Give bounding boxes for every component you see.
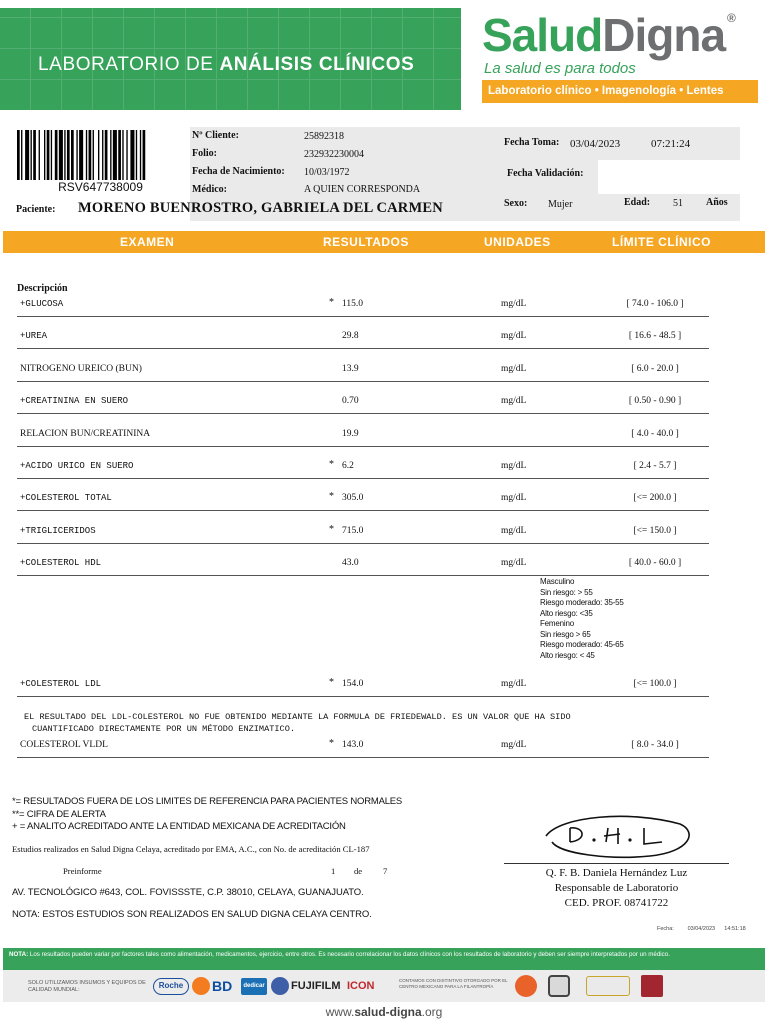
ldl-method-note [24, 711, 571, 735]
folio-value: 232932230004 [304, 149, 364, 160]
disclaimer-text: Los resultados pueden variar por factores tales como alimentación, medicamentos, ejercicio, entre otros. Es necesario correlacionar los datos clínicos con los resultados de laboratorio y deben ser siempre interpretados por un médico. [29, 951, 670, 958]
row-divider [17, 446, 709, 447]
exam-result: 6.2 [342, 461, 354, 471]
exam-name: +CREATININA EN SUERO [20, 396, 129, 406]
patient-name: MORENO BUENROSTRO, GABRIELA DEL CARMEN [78, 200, 443, 216]
table-row [0, 461, 768, 485]
hdl-ref-line: Masculino [540, 577, 575, 586]
exam-limit: [ 0.50 - 0.90 ] [628, 396, 682, 406]
exam-limit: [ 4.0 - 40.0 ] [631, 429, 679, 439]
distintivo-text: CONTAMOS CON DISTINTIVO OTORGADO POR EL CENTRO MEXICANO PARA LA FILANTROPÍA [399, 978, 508, 989]
row-divider [17, 348, 709, 349]
fecha-toma-label: Fecha Toma: [504, 137, 560, 148]
table-row [0, 396, 768, 420]
table-row [0, 558, 768, 582]
cemefi-icon [515, 975, 537, 997]
exam-limit: [ 74.0 - 106.0 ] [626, 299, 684, 309]
ldl-note-line-2: CUANTIFICADO DIRECTAMENTE POR UN MÉTODO ENZIMATICO. [32, 724, 296, 734]
exam-name: RELACION BUN/CREATININA [20, 429, 151, 439]
exam-result: 154.0 [342, 679, 364, 689]
exam-unit: mg/dL [501, 396, 527, 406]
medico-label: Médico: [192, 184, 227, 195]
banner-title-bold: ANÁLISIS CLÍNICOS [219, 54, 415, 75]
roche-logo: Roche [153, 978, 189, 995]
table-row [0, 364, 768, 388]
out-of-range-flag: * [329, 491, 334, 502]
header-unidades: UNIDADES [484, 235, 551, 249]
legend-line: *= RESULTADOS FUERA DE LOS LIMITES DE REFERENCIA PARA PACIENTES NORMALES [12, 796, 403, 807]
exam-limit: [ 16.6 - 48.5 ] [628, 331, 682, 341]
nacimiento-value: 10/03/1972 [304, 167, 350, 178]
header-examen: EXAMEN [120, 235, 175, 249]
exam-name: +COLESTEROL HDL [20, 558, 102, 568]
table-row [0, 429, 768, 453]
exam-result: 115.0 [342, 299, 364, 309]
header-banner [0, 8, 461, 110]
exam-result: 305.0 [342, 493, 364, 503]
hdl-ref-line: Riesgo moderado: 45-65 [540, 640, 624, 649]
partners-strip [3, 970, 765, 1002]
tagline: La salud es para todos [484, 60, 636, 77]
ldl-note-line-1: EL RESULTADO DEL LDL-COLESTEROL NO FUE OBTENIDO MEDIANTE LA FORMULA DE FRIEDEWALD. ES UN VALOR QUE HA SIDO [24, 712, 571, 722]
barcode-text: RSV647738009 [58, 180, 143, 194]
exam-result: 143.0 [342, 740, 364, 750]
exam-limit: [ 6.0 - 20.0 ] [631, 364, 679, 374]
exam-limit: [<= 100.0 ] [633, 679, 677, 689]
exam-unit: mg/dL [501, 493, 527, 503]
exam-name: +GLUCOSA [20, 299, 64, 309]
cliente-label: Nº Cliente: [192, 130, 239, 141]
print-label: Fecha: [657, 926, 674, 932]
exam-name: NITROGENO UREICO (BUN) [20, 364, 142, 374]
logo-registered: ® [727, 11, 735, 25]
medico-value: A QUIEN CORRESPONDA [304, 184, 421, 195]
table-row [0, 493, 768, 517]
exam-unit: mg/dL [501, 299, 527, 309]
row-divider [17, 413, 709, 414]
sexo-label: Sexo: [504, 198, 528, 209]
edad-value: 51 [673, 198, 683, 209]
paciente-label: Paciente: [16, 204, 56, 215]
out-of-range-flag: * [329, 459, 334, 470]
fecha-toma-value: 03/04/2023 [570, 138, 621, 150]
exam-unit: mg/dL [501, 558, 527, 568]
exam-limit: [ 40.0 - 60.0 ] [628, 558, 682, 568]
exam-result: 715.0 [342, 526, 364, 536]
website-suffix: .org [421, 1005, 443, 1019]
exam-unit: mg/dL [501, 526, 527, 536]
row-divider [17, 543, 709, 544]
out-of-range-flag: * [329, 297, 334, 308]
signer-name: Q. F. B. Daniela Hernández Luz [545, 867, 688, 879]
hdl-ref-line: Sin riesgo > 65 [540, 629, 591, 639]
row-divider [17, 757, 709, 758]
edad-label: Edad: [624, 197, 651, 208]
row-divider [17, 510, 709, 511]
barcode-icon [17, 130, 184, 180]
header-limite: LÍMITE CLÍNICO [612, 235, 711, 249]
hora-toma-value: 07:21:24 [651, 138, 691, 150]
salud-digna-logo [482, 9, 735, 61]
exam-limit: [ 2.4 - 5.7 ] [633, 461, 677, 471]
signer-role: Responsable de Laboratorio [554, 882, 679, 894]
table-row [0, 526, 768, 550]
print-date: 03/04/2023 [687, 926, 716, 932]
exam-unit: mg/dL [501, 461, 527, 471]
hdl-ref-line: Riesgo moderado: 35-55 [540, 598, 624, 607]
website-prefix: www. [325, 1005, 355, 1019]
esr-badge-icon [548, 975, 570, 997]
legend-line: **= CIFRA DE ALERTA [12, 808, 106, 820]
logo-digna: Digna [602, 9, 726, 61]
address: AV. TECNOLÓGICO #643, COL. FOVISSSTE, C.P. 38010, CELAYA, GUANAJUATO. [12, 887, 364, 898]
page-total: 7 [383, 866, 388, 876]
table-row [0, 331, 768, 355]
partners-text: SOLO UTILIZAMOS INSUMOS Y EQUIPOS DE CALIDAD MUNDIAL: [28, 980, 146, 993]
row-divider [17, 478, 709, 479]
results-table-header [3, 231, 765, 253]
table-row [0, 299, 768, 323]
banner-title-prefix: LABORATORIO DE [38, 54, 214, 75]
icon-logo: ICON [347, 980, 375, 992]
anos-label: Años [706, 197, 728, 208]
accreditation-text: Estudios realizados en Salud Digna Celaya, acreditado por EMA, A.C., con No. de acreditación CL-187 [12, 844, 370, 854]
hdl-ref-line: Alto riesgo: < 45 [540, 650, 595, 660]
website[interactable] [0, 1005, 768, 1019]
exam-result: 19.9 [342, 429, 359, 439]
exam-result: 43.0 [342, 558, 359, 568]
out-of-range-flag: * [329, 677, 334, 688]
page-of: de [354, 866, 363, 876]
website-domain: salud-digna [354, 1005, 422, 1019]
exam-name: +COLESTEROL TOTAL [20, 493, 112, 503]
exam-result: 0.70 [342, 396, 359, 406]
exam-result: 29.8 [342, 331, 359, 341]
preinforme-label: Preinforme [63, 866, 102, 876]
fecha-validacion-label: Fecha Validación: [507, 168, 584, 179]
exam-name: +ACIDO URICO EN SUERO [20, 461, 134, 471]
banner-title [38, 54, 414, 76]
dedicar-mark-icon [271, 977, 289, 995]
exam-name: COLESTEROL VLDL [20, 740, 108, 750]
exam-unit: mg/dL [501, 740, 527, 750]
out-of-range-flag: * [329, 738, 334, 749]
row-divider [17, 696, 709, 697]
page-current: 1 [331, 866, 336, 876]
bd-logo: BD [212, 978, 233, 994]
cliente-value: 25892318 [304, 131, 344, 142]
nacimiento-label: Fecha de Nacimiento: [192, 166, 285, 177]
table-row [0, 740, 768, 764]
exam-unit: mg/dL [501, 331, 527, 341]
description-label: Descripción [17, 283, 68, 294]
legend-line: + = ANALITO ACREDITADO ANTE LA ENTIDAD MEXICANA DE ACREDITACIÓN [12, 821, 346, 832]
sexo-value: Mujer [548, 199, 573, 210]
dedicar-logo: dedicar [241, 978, 267, 995]
exam-unit: mg/dL [501, 679, 527, 689]
hdl-ref-line: Femenino [540, 619, 574, 628]
exam-name: +COLESTEROL LDL [20, 679, 102, 689]
bd-mark-icon [192, 977, 210, 995]
disclaimer-band [3, 948, 765, 970]
disclaimer-label: NOTA: [9, 951, 29, 958]
header-resultados: RESULTADOS [323, 235, 409, 249]
folio-label: Folio: [192, 148, 217, 159]
certification-icon [641, 975, 663, 997]
row-divider [17, 381, 709, 382]
exam-limit: [<= 150.0 ] [633, 526, 677, 536]
print-stamp [657, 926, 746, 932]
exam-name: +TRIGLICERIDOS [20, 526, 96, 536]
hdl-reference-ranges [540, 577, 624, 661]
fujifilm-logo: FUJIFILM [291, 980, 341, 992]
exam-name: +UREA [20, 331, 48, 341]
signer-cedula: CED. PROF. 08741722 [564, 897, 669, 909]
services-bar: Laboratorio clínico • Imagenología • Lentes [482, 80, 758, 103]
row-divider [17, 575, 709, 576]
table-row [0, 679, 768, 703]
out-of-range-flag: * [329, 524, 334, 535]
exam-limit: [ 8.0 - 34.0 ] [631, 740, 679, 750]
exam-unit: mg/dL [501, 364, 527, 374]
print-time: 14:51:18 [724, 926, 746, 932]
row-divider [17, 316, 709, 317]
validacion-box [598, 160, 740, 194]
location-note: NOTA: ESTOS ESTUDIOS SON REALIZADOS EN SALUD DIGNA CELAYA CENTRO. [12, 909, 372, 920]
signature-icon [540, 806, 700, 866]
results-legend [12, 796, 402, 834]
exam-limit: [<= 200.0 ] [633, 493, 677, 503]
signature-line [504, 863, 729, 864]
signer-block [504, 866, 729, 911]
exam-result: 13.9 [342, 364, 359, 374]
hdl-ref-line: Alto riesgo: <35 [540, 608, 593, 618]
logo-salud: Salud [482, 9, 603, 61]
hdl-ref-line: Sin riesgo: > 55 [540, 587, 593, 597]
great-place-icon [586, 976, 630, 996]
